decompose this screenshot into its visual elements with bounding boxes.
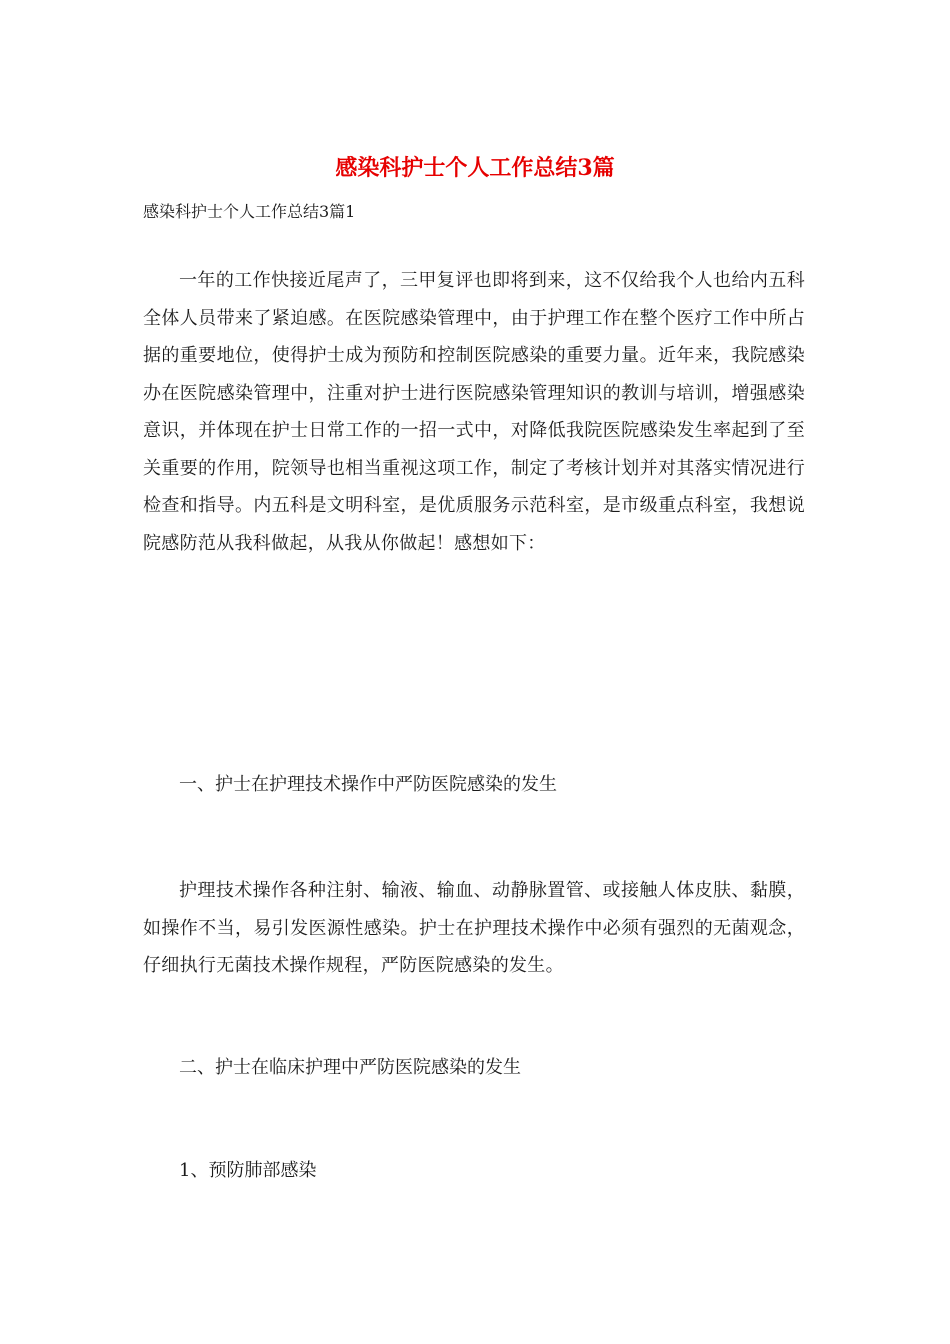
- subsection-heading-1: 1、预防肺部感染: [179, 1160, 317, 1181]
- section-subtitle: 感染科护士个人工作总结3篇1: [143, 202, 356, 221]
- intro-paragraph: 一年的工作快接近尾声了，三甲复评也即将到来，这不仅给我个人也给内五科全体人员带来了紧迫感。在医院感染管理中，由于护理工作在整个医疗工作中所占据的重要地位，使得护士成为预防和控制医院感染的重要力量。近年来，我院感染办在医院感染管理中，注重对护士进行医院感染管理知识的教训与培训，增强感染意识，并体现在护士日常工作的一招一式中，对降低我院医院感染发生率起到了至关重要的作用，院领导也相当重视这项工作，制定了考核计划并对其落实情况进行检查和指导。内五科是文明科室，是优质服务示范科室，是市级重点科室，我想说院感防范从我科做起，从我从你做起！感想如下：: [143, 270, 805, 554]
- body-paragraph-2: 护理技术操作各种注射、输液、输血、动静脉置管、或接触人体皮肤、黏膜，如操作不当，易引发医源性感染。护士在护理技术操作中必须有强烈的无菌观念，仔细执行无菌技术操作规程，严防医院感染的发生。: [143, 880, 805, 976]
- section-heading-1: 一、护士在护理技术操作中严防医院感染的发生: [179, 774, 557, 795]
- document-title: 感染科护士个人工作总结3篇: [335, 155, 615, 181]
- section-heading-2: 二、护士在临床护理中严防医院感染的发生: [179, 1057, 521, 1078]
